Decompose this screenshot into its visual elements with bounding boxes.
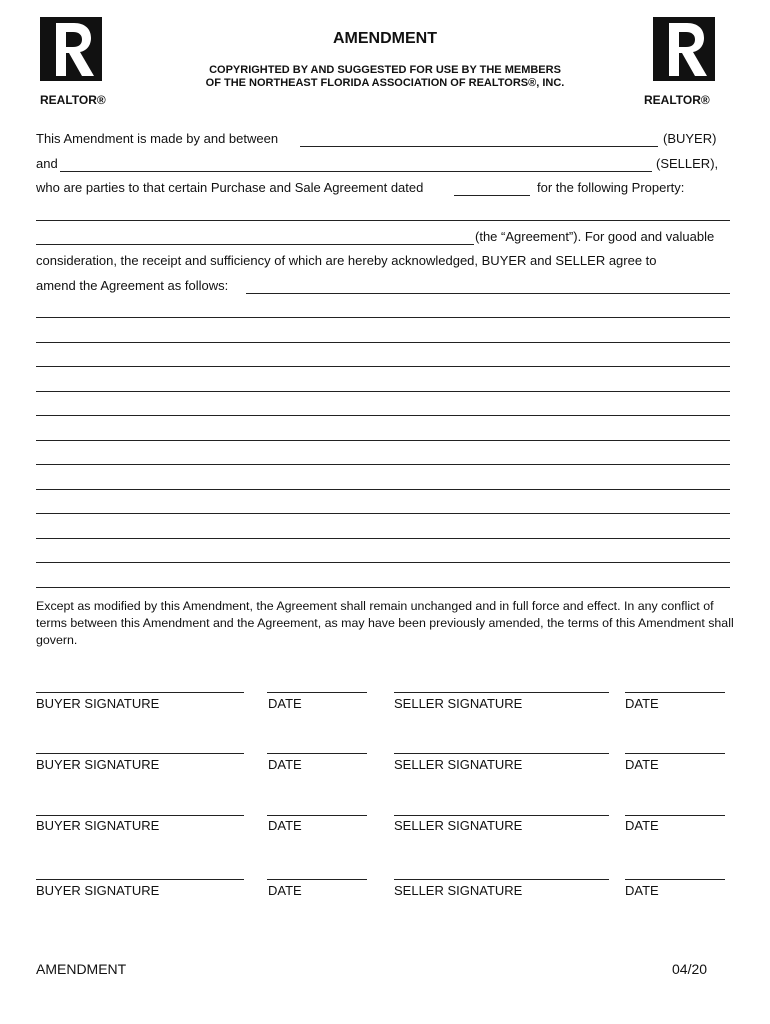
seller-signature-label: SELLER SIGNATURE (394, 696, 523, 711)
buyer-date-label: DATE (268, 883, 302, 898)
buyer-date-label: DATE (268, 696, 302, 711)
buyer-date-field[interactable] (267, 753, 367, 754)
buyer-signature-label: BUYER SIGNATURE (36, 818, 160, 833)
property-intro-text: for the following Property: (537, 180, 685, 195)
seller-name-field[interactable] (60, 171, 652, 172)
amendment-field-line[interactable] (36, 489, 730, 490)
seller-suffix-text: (SELLER), (656, 156, 719, 171)
agreement-date-intro: who are parties to that certain Purchase and Sale Agreement dated (36, 180, 424, 195)
amendment-field-line[interactable] (36, 415, 730, 416)
closing-paragraph: Except as modified by this Amendment, the Agreement shall remain unchanged and in full force and effect. In any conflict of terms between this Amendment and the Agreement, as may have been previously amended, the terms of this Amendment shall govern. (36, 599, 734, 647)
realtor-label-left: REALTOR® (40, 93, 106, 107)
buyer-date-label: DATE (268, 757, 302, 772)
seller-date-field[interactable] (625, 815, 725, 816)
footer-revision-date: 04/20 (672, 961, 708, 977)
buyer-signature-label: BUYER SIGNATURE (36, 696, 160, 711)
seller-signature-field[interactable] (394, 815, 609, 816)
amendment-field-line[interactable] (36, 440, 730, 441)
seller-signature-field[interactable] (394, 692, 609, 693)
seller-date-label: DATE (625, 757, 659, 772)
buyer-signature-field[interactable] (36, 815, 244, 816)
seller-intro-text: and (36, 156, 58, 171)
consideration-text: consideration, the receipt and sufficiency of which are hereby acknowledged, BUYER and SELLER agree to (36, 253, 657, 268)
buyer-date-field[interactable] (267, 815, 367, 816)
amendment-field-line-1[interactable] (246, 293, 730, 294)
buyer-signature-field[interactable] (36, 692, 244, 693)
subtitle-line-2: OF THE NORTHEAST FLORIDA ASSOCIATION OF REALTORS®, INC. (205, 77, 565, 89)
seller-date-label: DATE (625, 883, 659, 898)
seller-signature-label: SELLER SIGNATURE (394, 818, 523, 833)
buyer-date-label: DATE (268, 818, 302, 833)
amendment-field-line[interactable] (36, 513, 730, 514)
property-field-line-1[interactable] (36, 220, 730, 221)
seller-date-label: DATE (625, 696, 659, 711)
amendment-field-line[interactable] (36, 391, 730, 392)
amendment-field-line[interactable] (36, 562, 730, 563)
page-title: AMENDMENT (333, 30, 437, 47)
amendment-field-line[interactable] (36, 464, 730, 465)
buyer-signature-field[interactable] (36, 879, 244, 880)
seller-date-field[interactable] (625, 879, 725, 880)
buyer-date-field[interactable] (267, 879, 367, 880)
footer-form-name: AMENDMENT (36, 961, 127, 977)
property-field-line-2[interactable] (36, 244, 474, 245)
seller-date-field[interactable] (625, 753, 725, 754)
agreement-date-field[interactable] (454, 195, 530, 196)
buyer-signature-field[interactable] (36, 753, 244, 754)
buyer-intro-text: This Amendment is made by and between (36, 131, 279, 146)
seller-signature-label: SELLER SIGNATURE (394, 757, 523, 772)
amendment-field-line[interactable] (36, 317, 730, 318)
seller-signature-field[interactable] (394, 879, 609, 880)
amendment-field-line[interactable] (36, 342, 730, 343)
buyer-name-field[interactable] (300, 146, 658, 147)
buyer-signature-label: BUYER SIGNATURE (36, 883, 160, 898)
seller-signature-field[interactable] (394, 753, 609, 754)
buyer-signature-label: BUYER SIGNATURE (36, 757, 160, 772)
agreement-definition-text: (the “Agreement”). For good and valuable (475, 229, 715, 244)
amend-intro-text: amend the Agreement as follows: (36, 278, 229, 293)
seller-date-field[interactable] (625, 692, 725, 693)
amendment-field-line[interactable] (36, 366, 730, 367)
realtor-label-right: REALTOR® (644, 93, 710, 107)
amendment-field-line[interactable] (36, 587, 730, 588)
seller-signature-label: SELLER SIGNATURE (394, 883, 523, 898)
subtitle-line-1: COPYRIGHTED BY AND SUGGESTED FOR USE BY THE MEMBERS (209, 64, 561, 76)
seller-date-label: DATE (625, 818, 659, 833)
buyer-suffix-text: (BUYER) (663, 131, 717, 146)
amendment-field-line[interactable] (36, 538, 730, 539)
buyer-date-field[interactable] (267, 692, 367, 693)
